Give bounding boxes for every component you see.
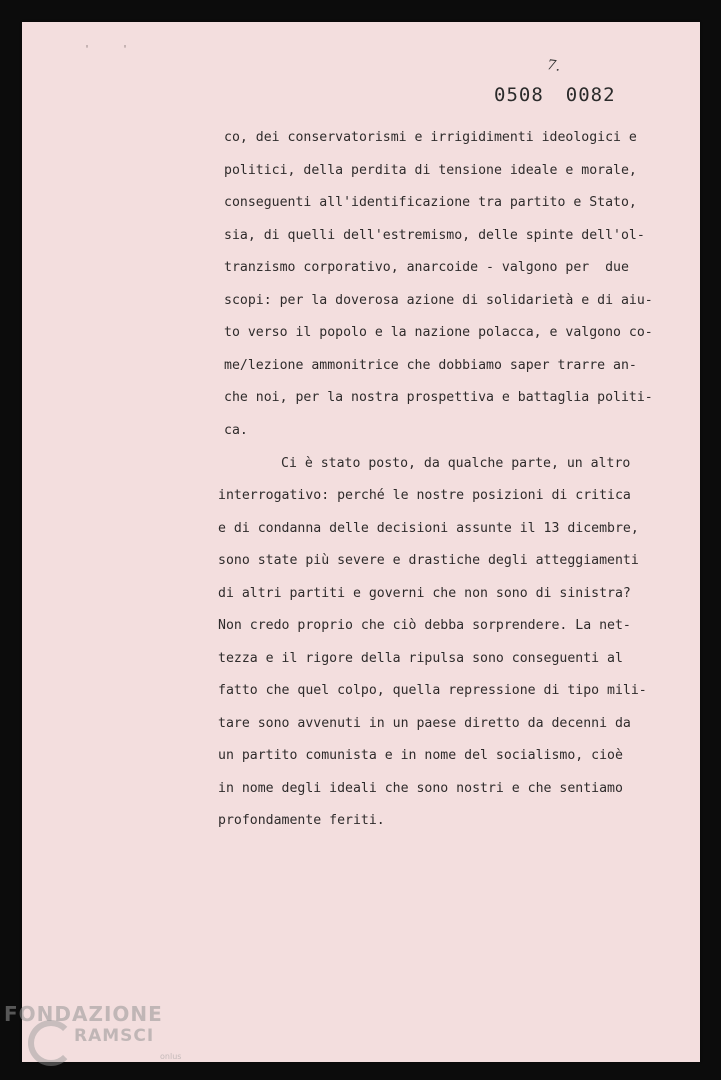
watermark-line1: FONDAZIONE	[4, 1002, 163, 1026]
text-line: me/lezione ammonitrice che dobbiamo saper trarre an-	[224, 358, 637, 373]
tick-mark: '	[122, 44, 129, 55]
text-line: politici, della perdita di tensione ideale e morale,	[224, 163, 637, 178]
text-line: sia, di quelli dell'estremismo, delle spinte dell'ol-	[224, 228, 645, 243]
text-line: un partito comunista e in nome del socialismo, cioè	[218, 748, 623, 763]
tick-mark: '	[84, 44, 91, 55]
text-line: Non credo proprio che ciò debba sorprendere. La net-	[218, 618, 631, 633]
text-line: to verso il popolo e la nazione polacca, e valgono co-	[224, 325, 653, 340]
text-line: tranzismo corporativo, anarcoide - valgono per due	[224, 260, 629, 275]
text-line: ca.	[224, 423, 248, 438]
document-page	[22, 22, 700, 1062]
text-line: interrogativo: perché le nostre posizioni di critica	[218, 488, 631, 503]
text-line: Ci è stato posto, da qualche parte, un altro	[281, 456, 631, 471]
archive-id-left: 0508	[494, 84, 544, 106]
text-line: profondamente feriti.	[218, 813, 385, 828]
text-line: tezza e il rigore della ripulsa sono conseguenti al	[218, 651, 623, 666]
fondazione-gramsci-watermark	[0, 998, 200, 1080]
text-line: e di condanna delle decisioni assunte il 13 dicembre,	[218, 521, 639, 536]
archive-id	[494, 84, 616, 106]
text-line: sono state più severe e drastiche degli atteggiamenti	[218, 553, 639, 568]
text-line: fatto che quel colpo, quella repressione di tipo mili-	[218, 683, 647, 698]
logo-g-icon	[28, 1020, 74, 1066]
watermark-sub: onlus	[160, 1052, 182, 1061]
watermark-line2: RAMSCI	[74, 1026, 155, 1046]
text-line: conseguenti all'identificazione tra partito e Stato,	[224, 195, 637, 210]
archive-id-right: 0082	[565, 84, 616, 106]
handwritten-page-number: 7.	[545, 57, 562, 75]
text-line: scopi: per la doverosa azione di solidarietà e di aiu-	[224, 293, 653, 308]
text-line: co, dei conservatorismi e irrigidimenti ideologici e	[224, 130, 637, 145]
text-line: tare sono avvenuti in un paese diretto da decenni da	[218, 716, 631, 731]
text-line: in nome degli ideali che sono nostri e che sentiamo	[218, 781, 623, 796]
text-line: di altri partiti e governi che non sono di sinistra?	[218, 586, 631, 601]
text-line: che noi, per la nostra prospettiva e battaglia politi-	[224, 390, 653, 405]
